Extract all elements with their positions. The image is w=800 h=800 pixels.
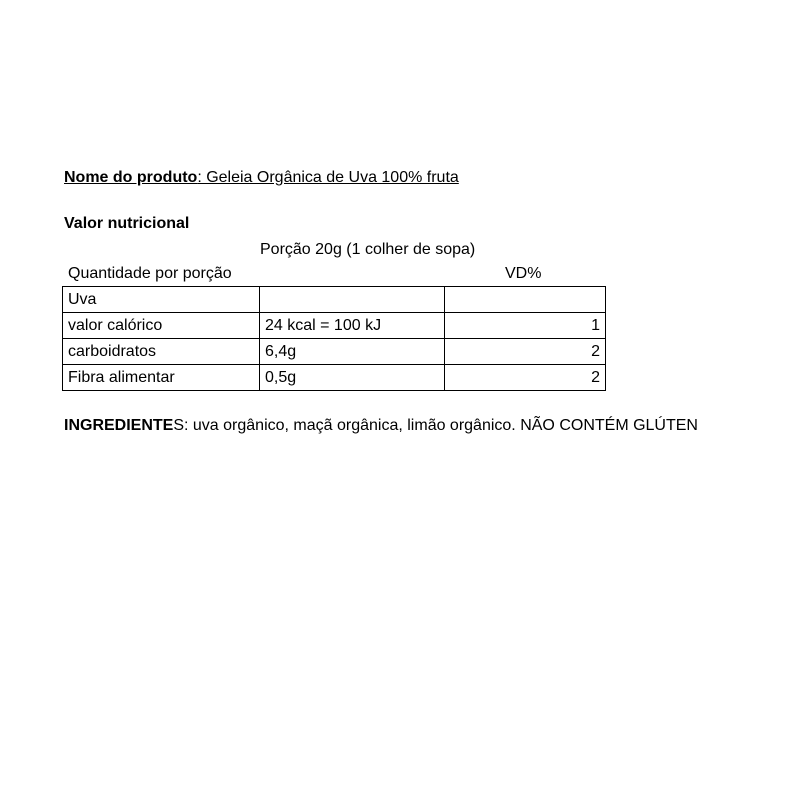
- nutrition-title: Valor nutricional: [64, 215, 190, 232]
- vd-header: VD%: [505, 265, 542, 282]
- product-name-line: [64, 168, 459, 188]
- product-name-label: Nome do produto: [64, 169, 198, 186]
- table-row: [63, 339, 606, 365]
- table-row: [63, 365, 606, 391]
- table-row: [63, 313, 606, 339]
- nutrient-name: Uva: [63, 287, 260, 313]
- quantity-header: Quantidade por porção: [68, 265, 232, 282]
- nutrient-amount: 6,4g: [260, 339, 445, 365]
- nutrition-table: [62, 286, 606, 391]
- nutrient-vd: 1: [445, 313, 606, 339]
- nutrient-name: valor calórico: [63, 313, 260, 339]
- ingredients-label: INGREDIENTE: [64, 417, 174, 434]
- nutrient-vd: 2: [445, 365, 606, 391]
- serving-size: Porção 20g (1 colher de sopa): [260, 241, 476, 258]
- nutrient-amount: 0,5g: [260, 365, 445, 391]
- nutrient-amount: [260, 287, 445, 313]
- product-name-value: : Geleia Orgânica de Uva 100% fruta: [197, 169, 459, 186]
- nutrient-vd: [445, 287, 606, 313]
- table-row: [63, 287, 606, 313]
- nutrient-name: Fibra alimentar: [63, 365, 260, 391]
- ingredients-line: [64, 416, 698, 436]
- nutrient-amount: 24 kcal = 100 kJ: [260, 313, 445, 339]
- nutrient-vd: 2: [445, 339, 606, 365]
- nutrient-name: carboidratos: [63, 339, 260, 365]
- ingredients-text: S: uva orgânico, maçã orgânica, limão orgânico. NÃO CONTÉM GLÚTEN: [173, 417, 698, 434]
